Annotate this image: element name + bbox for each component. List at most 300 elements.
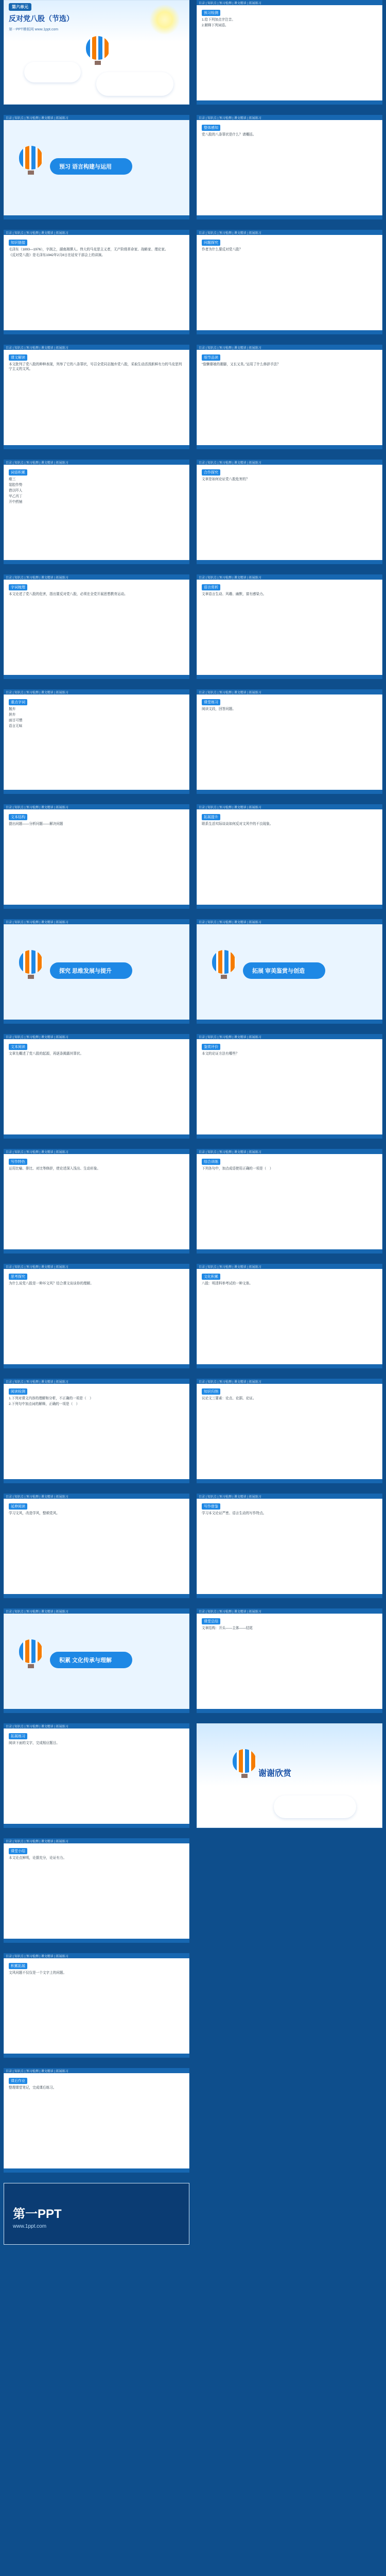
content-slide[interactable] bbox=[4, 1838, 189, 1943]
nav-item[interactable]: 预习检测 bbox=[26, 2070, 39, 2073]
nav-item[interactable]: 课文精读 bbox=[41, 117, 54, 120]
slide-body bbox=[9, 237, 184, 328]
nav-item[interactable]: 课文精读 bbox=[41, 1840, 54, 1843]
nav-item[interactable]: 目录 bbox=[6, 1266, 12, 1269]
slide-nav: 目录 | 知识点 | 预习检测 | 课文精读 | 拓展练习 bbox=[199, 1611, 261, 1614]
nav-item[interactable]: 预习检测 bbox=[219, 1611, 232, 1614]
nav-item[interactable]: 课文精读 bbox=[41, 1496, 54, 1499]
nav-item[interactable]: 拓展练习 bbox=[56, 1496, 68, 1499]
nav-item[interactable]: 知识点 bbox=[207, 347, 217, 350]
nav-item[interactable]: 预习检测 bbox=[26, 921, 39, 924]
nav-item[interactable]: 预习检测 bbox=[219, 691, 232, 694]
slide-topbar bbox=[4, 1494, 189, 1499]
nav-item[interactable]: 目录 bbox=[199, 232, 205, 235]
nav-item[interactable]: 拓展练习 bbox=[249, 806, 261, 809]
nav-item[interactable]: 课文精读 bbox=[41, 691, 54, 694]
content-slide[interactable] bbox=[197, 0, 382, 105]
slide-topbar bbox=[4, 460, 189, 465]
nav-item[interactable]: 拓展练习 bbox=[56, 691, 68, 694]
nav-item[interactable]: 知识点 bbox=[14, 232, 24, 235]
nav-item[interactable]: 目录 bbox=[199, 1381, 205, 1384]
nav-item[interactable]: 预习检测 bbox=[26, 117, 39, 120]
nav-item[interactable]: 知识点 bbox=[207, 1496, 217, 1499]
nav-item[interactable]: 拓展练习 bbox=[56, 462, 68, 465]
slide-bottombar bbox=[4, 2168, 189, 2173]
nav-item[interactable]: 知识点 bbox=[14, 806, 24, 809]
nav-item[interactable]: 知识点 bbox=[14, 1725, 24, 1728]
slide-topbar bbox=[4, 115, 189, 120]
nav-item[interactable]: 拓展练习 bbox=[249, 117, 261, 120]
slide-nav: 目录 | 知识点 | 预习检测 | 课文精读 | 拓展练习 bbox=[6, 691, 68, 694]
slide-nav: 目录 | 知识点 | 预习检测 | 课文精读 | 拓展练习 bbox=[199, 232, 261, 235]
nav-item[interactable]: 拓展练习 bbox=[56, 1611, 68, 1614]
nav-item[interactable]: 目录 bbox=[6, 806, 12, 809]
nav-item[interactable]: 预习检测 bbox=[26, 1036, 39, 1039]
nav-item[interactable]: 知识点 bbox=[14, 577, 24, 580]
slide-topbar bbox=[4, 574, 189, 580]
nav-item[interactable]: 预习检测 bbox=[219, 347, 232, 350]
balloon-icon bbox=[19, 146, 43, 175]
nav-item[interactable]: 预习检测 bbox=[26, 577, 39, 580]
nav-item[interactable]: 知识点 bbox=[207, 806, 217, 809]
nav-item[interactable]: 目录 bbox=[199, 1496, 205, 1499]
nav-item[interactable]: 预习检测 bbox=[219, 1496, 232, 1499]
nav-item[interactable]: 预习检测 bbox=[26, 462, 39, 465]
nav-item[interactable]: 课文精读 bbox=[234, 1496, 247, 1499]
nav-item[interactable]: 知识点 bbox=[207, 1151, 217, 1154]
nav-item[interactable]: 目录 bbox=[199, 1611, 205, 1614]
nav-item[interactable]: 拓展练习 bbox=[249, 1611, 261, 1614]
slide-nav: 目录 | 知识点 | 预习检测 | 课文精读 | 拓展练习 bbox=[6, 1381, 68, 1384]
nav-item[interactable]: 课文精读 bbox=[41, 806, 54, 809]
slide-text: 阅读下面的文字，完成相应题目。 bbox=[9, 1741, 60, 1745]
cloud-icon bbox=[24, 62, 81, 82]
slide-nav: 目录 | 知识点 | 预习检测 | 课文精读 | 拓展练习 bbox=[6, 921, 68, 924]
nav-item[interactable]: 目录 bbox=[6, 921, 12, 924]
slide-text: 议论文三要素：论点、论据、论证。 bbox=[202, 1397, 256, 1400]
slide-tag: 阅读检测 bbox=[9, 1388, 27, 1395]
nav-item[interactable]: 课文精读 bbox=[41, 921, 54, 924]
slide-bottombar bbox=[4, 560, 189, 564]
slide-topbar bbox=[4, 1723, 189, 1728]
nav-item[interactable]: 目录 bbox=[6, 347, 12, 350]
content-slide[interactable] bbox=[197, 1494, 382, 1598]
nav-item[interactable]: 知识点 bbox=[207, 1266, 217, 1269]
slide-tag: 思考探究 bbox=[9, 1274, 27, 1280]
nav-item[interactable]: 拓展练习 bbox=[249, 347, 261, 350]
slide-topbar bbox=[4, 1838, 189, 1843]
nav-item[interactable]: 拓展练习 bbox=[249, 1496, 261, 1499]
slide-tag: 拓展练习 bbox=[9, 1733, 27, 1739]
nav-item[interactable]: 目录 bbox=[6, 1381, 12, 1384]
slide-text: 本文论点鲜明，论据充分，论证有力。 bbox=[9, 1856, 67, 1860]
slide-tag: 词语积累 bbox=[9, 469, 27, 476]
nav-item[interactable]: 拓展练习 bbox=[56, 1036, 68, 1039]
nav-item[interactable]: 课文精读 bbox=[234, 2, 247, 5]
nav-item[interactable]: 课文精读 bbox=[41, 1955, 54, 1958]
nav-item[interactable]: 目录 bbox=[6, 1036, 12, 1039]
slide-text: 为什么说党八股是一种坏文风？结合课文谈谈你的理解。 bbox=[9, 1282, 94, 1285]
nav-item[interactable]: 拓展练习 bbox=[56, 117, 68, 120]
nav-item[interactable]: 知识点 bbox=[207, 691, 217, 694]
nav-item[interactable]: 课文精读 bbox=[41, 577, 54, 580]
section-slide[interactable] bbox=[197, 919, 382, 1024]
slide-text: 本文批判了党八股的种种表现，列举了它的八条罪状，号召全党同志抛弃党八股，采取生动活泼新鲜有力的马克思列宁主义的文风。 bbox=[9, 363, 182, 371]
slide-tag: 重点字词 bbox=[9, 699, 27, 705]
content-slide[interactable] bbox=[197, 1264, 382, 1368]
content-slide[interactable] bbox=[4, 1379, 189, 1483]
nav-item[interactable]: 目录 bbox=[199, 2, 205, 5]
nav-item[interactable]: 课文精读 bbox=[234, 117, 247, 120]
slide-tag: 预习检测 bbox=[202, 10, 220, 16]
slide-tag: 语言赏析 bbox=[202, 584, 220, 590]
slide-nav: 目录 | 知识点 | 预习检测 | 课文精读 | 拓展练习 bbox=[199, 347, 261, 350]
nav-item[interactable]: 课文精读 bbox=[234, 1611, 247, 1614]
content-slide[interactable] bbox=[197, 1379, 382, 1483]
content-slide[interactable] bbox=[197, 1149, 382, 1253]
content-slide[interactable] bbox=[4, 1494, 189, 1598]
nav-item[interactable]: 知识点 bbox=[207, 232, 217, 235]
nav-item[interactable]: 预习检测 bbox=[219, 577, 232, 580]
nav-item[interactable]: 课文精读 bbox=[41, 1036, 54, 1039]
slide-bottombar bbox=[197, 1249, 382, 1253]
content-slide[interactable] bbox=[197, 115, 382, 219]
nav-item[interactable]: 目录 bbox=[6, 1955, 12, 1958]
thanks-slide[interactable] bbox=[197, 1723, 382, 1828]
section-slide[interactable] bbox=[4, 919, 189, 1024]
nav-item[interactable]: 预习检测 bbox=[219, 462, 232, 465]
slide-tag: 问题探究 bbox=[202, 240, 220, 246]
slide-tag: 延伸阅读 bbox=[9, 1503, 27, 1510]
content-slide[interactable] bbox=[4, 1953, 189, 2058]
slide-body bbox=[202, 352, 377, 443]
section-slide[interactable] bbox=[4, 115, 189, 219]
nav-item[interactable]: 拓展练习 bbox=[56, 1151, 68, 1154]
nav-item[interactable]: 预习检测 bbox=[26, 1840, 39, 1843]
sun-icon bbox=[149, 4, 180, 35]
nav-item[interactable]: 拓展练习 bbox=[56, 347, 68, 350]
slide-text: 文章先概述了党八股的起源，再逐条揭露其罪状。 bbox=[9, 1052, 84, 1056]
slide-text: 学习文风，改造学风，整顿党风。 bbox=[9, 1512, 60, 1515]
nav-item[interactable]: 拓展练习 bbox=[249, 2, 261, 5]
nav-item[interactable]: 知识点 bbox=[207, 1611, 217, 1614]
slide-tag: 知识链接 bbox=[9, 240, 27, 246]
nav-item[interactable]: 预习检测 bbox=[26, 806, 39, 809]
nav-item[interactable]: 知识点 bbox=[14, 1151, 24, 1154]
balloon-icon bbox=[19, 1639, 43, 1668]
nav-item[interactable]: 拓展练习 bbox=[249, 1266, 261, 1269]
nav-item[interactable]: 课文精读 bbox=[41, 2070, 54, 2073]
slide-bottombar bbox=[197, 100, 382, 105]
nav-item[interactable]: 预习检测 bbox=[26, 1725, 39, 1728]
thanks-text: 谢谢欣赏 bbox=[258, 1769, 292, 1778]
content-slide[interactable] bbox=[4, 804, 189, 909]
nav-item[interactable]: 预习检测 bbox=[26, 1266, 39, 1269]
slide-topbar bbox=[197, 345, 382, 350]
nav-item[interactable]: 拓展练习 bbox=[249, 577, 261, 580]
nav-item[interactable]: 预习检测 bbox=[219, 1266, 232, 1269]
slide-text: 借以吓人 bbox=[9, 489, 23, 493]
nav-item[interactable]: 目录 bbox=[199, 1036, 205, 1039]
content-slide[interactable] bbox=[197, 689, 382, 794]
nav-item[interactable]: 目录 bbox=[199, 462, 205, 465]
content-slide[interactable] bbox=[197, 345, 382, 449]
nav-item[interactable]: 拓展练习 bbox=[249, 1036, 261, 1039]
lesson-title: 反对党八股（节选） bbox=[9, 14, 74, 23]
nav-item[interactable]: 预习检测 bbox=[26, 691, 39, 694]
nav-item[interactable]: 目录 bbox=[6, 232, 12, 235]
nav-item[interactable]: 知识点 bbox=[14, 1266, 24, 1269]
content-slide[interactable] bbox=[4, 345, 189, 449]
slide-tag: 合作探究 bbox=[202, 469, 220, 476]
nav-item[interactable]: 预习检测 bbox=[219, 806, 232, 809]
nav-item[interactable]: 课文精读 bbox=[41, 232, 54, 235]
slide-bottombar bbox=[197, 905, 382, 909]
nav-item[interactable]: 预习检测 bbox=[26, 1955, 39, 1958]
content-slide[interactable] bbox=[4, 1723, 189, 1828]
nav-item[interactable]: 目录 bbox=[6, 1611, 12, 1614]
nav-item[interactable]: 拓展练习 bbox=[56, 1725, 68, 1728]
nav-item[interactable]: 预习检测 bbox=[219, 117, 232, 120]
nav-item[interactable]: 目录 bbox=[199, 117, 205, 120]
slide-nav: 目录 | 知识点 | 预习检测 | 课文精读 | 拓展练习 bbox=[6, 1611, 68, 1614]
nav-item[interactable]: 拓展练习 bbox=[249, 1151, 261, 1154]
slide-body bbox=[202, 582, 377, 673]
left-column bbox=[0, 0, 193, 2255]
content-slide[interactable] bbox=[197, 804, 382, 909]
section-title: 拓展 审美鉴赏与创造 bbox=[252, 968, 305, 974]
slide-nav: 目录 | 知识点 | 预习检测 | 课文精读 | 拓展练习 bbox=[199, 1496, 261, 1499]
nav-item[interactable]: 课文精读 bbox=[234, 691, 247, 694]
nav-item[interactable]: 目录 bbox=[199, 1151, 205, 1154]
slide-text: 2.下列句中加点词的解释，正确的一项是（ ） bbox=[9, 1402, 80, 1406]
nav-item[interactable]: 知识点 bbox=[14, 2070, 24, 2073]
nav-item[interactable]: 目录 bbox=[6, 462, 12, 465]
nav-item[interactable]: 知识点 bbox=[207, 921, 217, 924]
content-slide[interactable] bbox=[197, 574, 382, 679]
slide-nav: 目录 | 知识点 | 预习检测 | 课文精读 | 拓展练习 bbox=[199, 1266, 261, 1269]
nav-item[interactable]: 课文精读 bbox=[41, 347, 54, 350]
slide-nav: 目录 | 知识点 | 预习检测 | 课文精读 | 拓展练习 bbox=[6, 347, 68, 350]
nav-item[interactable]: 知识点 bbox=[14, 1955, 24, 1958]
nav-item[interactable]: 拓展练习 bbox=[249, 462, 261, 465]
nav-item[interactable]: 拓展练习 bbox=[56, 921, 68, 924]
nav-item[interactable]: 目录 bbox=[199, 347, 205, 350]
nav-item[interactable]: 课文精读 bbox=[41, 462, 54, 465]
content-slide[interactable] bbox=[4, 574, 189, 679]
nav-item[interactable]: 知识点 bbox=[14, 1840, 24, 1843]
content-slide[interactable] bbox=[4, 1149, 189, 1253]
slide-text: 本文论述了党八股的危害，指出要反对党八股，必须在全党开展思想教育运动。 bbox=[9, 592, 128, 596]
nav-item[interactable]: 目录 bbox=[6, 1725, 12, 1728]
nav-item[interactable]: 知识点 bbox=[207, 1036, 217, 1039]
slide-nav: 目录 | 知识点 | 预习检测 | 课文精读 | 拓展练习 bbox=[6, 117, 68, 120]
nav-item[interactable]: 预习检测 bbox=[219, 1151, 232, 1154]
balloon-icon bbox=[212, 950, 236, 979]
title-slide[interactable] bbox=[4, 0, 189, 105]
slide-text: 文章是如何论证党八股危害的？ bbox=[202, 478, 250, 481]
slide-bottombar bbox=[197, 560, 382, 564]
content-slide[interactable] bbox=[4, 1034, 189, 1139]
slide-nav: 目录 | 知识点 | 预习检测 | 课文精读 | 拓展练习 bbox=[199, 577, 261, 580]
content-slide[interactable] bbox=[197, 460, 382, 564]
slide-nav: 目录 | 知识点 | 预习检测 | 课文精读 | 拓展练习 bbox=[199, 462, 261, 465]
nav-item[interactable]: 预习检测 bbox=[26, 232, 39, 235]
content-slide[interactable] bbox=[197, 230, 382, 334]
nav-item[interactable]: 目录 bbox=[6, 577, 12, 580]
slide-bottombar bbox=[4, 1709, 189, 1713]
nav-item[interactable]: 目录 bbox=[6, 1840, 12, 1843]
nav-item[interactable]: 课文精读 bbox=[234, 1151, 247, 1154]
nav-item[interactable]: 课文精读 bbox=[234, 806, 247, 809]
slide-topbar bbox=[4, 689, 189, 694]
nav-item[interactable]: 课文精读 bbox=[41, 1611, 54, 1614]
lesson-subtitle: 第一PPT模板网 www.1ppt.com bbox=[9, 28, 59, 31]
slide-text: 文风问题不仅仅是一个文字上的问题。 bbox=[9, 1971, 67, 1975]
slide-tag: 课堂小结 bbox=[9, 1848, 27, 1854]
nav-item[interactable]: 拓展练习 bbox=[249, 1381, 261, 1384]
slide-topbar bbox=[197, 804, 382, 809]
nav-item[interactable]: 目录 bbox=[6, 2070, 12, 2073]
nav-item[interactable]: 拓展练习 bbox=[56, 806, 68, 809]
nav-item[interactable]: 目录 bbox=[199, 806, 205, 809]
nav-item[interactable]: 预习检测 bbox=[26, 1611, 39, 1614]
slide-body bbox=[9, 1960, 184, 2052]
nav-item[interactable]: 知识点 bbox=[14, 347, 24, 350]
nav-item[interactable]: 知识点 bbox=[14, 691, 24, 694]
nav-item[interactable]: 知识点 bbox=[14, 1381, 24, 1384]
nav-item[interactable]: 拓展练习 bbox=[56, 1840, 68, 1843]
slide-text: 下列各句中，加点成语使用正确的一项是（ ） bbox=[202, 1167, 273, 1171]
nav-item[interactable]: 课文精读 bbox=[234, 1036, 247, 1039]
slide-tag: 写作借鉴 bbox=[202, 1503, 220, 1510]
nav-item[interactable]: 课文精读 bbox=[234, 577, 247, 580]
nav-item[interactable]: 课文精读 bbox=[234, 1266, 247, 1269]
slide-body bbox=[9, 582, 184, 673]
nav-item[interactable]: 目录 bbox=[6, 117, 12, 120]
nav-item[interactable]: 课文精读 bbox=[234, 347, 247, 350]
nav-item[interactable]: 目录 bbox=[199, 691, 205, 694]
slide-body bbox=[202, 122, 377, 213]
nav-item[interactable]: 预习检测 bbox=[219, 1381, 232, 1384]
nav-item[interactable]: 拓展练习 bbox=[249, 232, 261, 235]
nav-item[interactable]: 预习检测 bbox=[26, 1381, 39, 1384]
nav-item[interactable]: 预习检测 bbox=[26, 347, 39, 350]
nav-item[interactable]: 知识点 bbox=[207, 462, 217, 465]
nav-item[interactable]: 知识点 bbox=[14, 462, 24, 465]
nav-item[interactable]: 知识点 bbox=[207, 2, 217, 5]
slide-topbar bbox=[197, 1264, 382, 1269]
slide-nav: 目录 | 知识点 | 预习检测 | 课文精读 | 拓展练习 bbox=[6, 2070, 68, 2073]
slide-bottombar bbox=[197, 215, 382, 219]
nav-item[interactable]: 拓展练习 bbox=[249, 921, 261, 924]
nav-item[interactable]: 课文精读 bbox=[234, 462, 247, 465]
nav-item[interactable]: 知识点 bbox=[14, 1496, 24, 1499]
slide-topbar bbox=[4, 1379, 189, 1384]
slide-body bbox=[202, 7, 377, 98]
nav-item[interactable]: 预习检测 bbox=[219, 2, 232, 5]
nav-item[interactable]: 知识点 bbox=[14, 117, 24, 120]
slide-text: 运用比喻、排比、对比等修辞，使论述深入浅出、生动形象。 bbox=[9, 1167, 101, 1171]
slide-text: 整理课堂笔记，完成课后练习。 bbox=[9, 2086, 57, 2090]
section-title: 预习 语言构建与运用 bbox=[59, 164, 112, 170]
nav-item[interactable]: 预习检测 bbox=[219, 1036, 232, 1039]
slide-bottombar bbox=[4, 905, 189, 909]
content-slide[interactable] bbox=[4, 2068, 189, 2173]
nav-item[interactable]: 课文精读 bbox=[41, 1381, 54, 1384]
nav-item[interactable]: 课文精读 bbox=[41, 1151, 54, 1154]
brand-footer bbox=[4, 2183, 189, 2245]
nav-item[interactable]: 预习检测 bbox=[26, 1151, 39, 1154]
slide-nav: 目录 | 知识点 | 预习检测 | 课文精读 | 拓展练习 bbox=[199, 806, 261, 809]
slide-topbar bbox=[4, 1953, 189, 1958]
content-slide[interactable] bbox=[4, 230, 189, 334]
nav-item[interactable]: 预习检测 bbox=[219, 921, 232, 924]
nav-item[interactable]: 预习检测 bbox=[219, 232, 232, 235]
content-slide[interactable] bbox=[4, 1264, 189, 1368]
nav-item[interactable]: 目录 bbox=[6, 691, 12, 694]
nav-item[interactable]: 预习检测 bbox=[26, 1496, 39, 1499]
content-slide[interactable] bbox=[197, 1034, 382, 1139]
nav-item[interactable]: 课文精读 bbox=[234, 1381, 247, 1384]
nav-item[interactable]: 知识点 bbox=[207, 1381, 217, 1384]
balloon-icon bbox=[19, 950, 43, 979]
slide-text: 语言无味 bbox=[9, 724, 23, 728]
nav-item[interactable]: 拓展练习 bbox=[56, 577, 68, 580]
nav-item[interactable]: 拓展练习 bbox=[56, 1955, 68, 1958]
nav-item[interactable]: 拓展练习 bbox=[56, 1381, 68, 1384]
nav-item[interactable]: 知识点 bbox=[14, 1036, 24, 1039]
content-slide[interactable] bbox=[4, 460, 189, 564]
nav-item[interactable]: 知识点 bbox=[14, 1611, 24, 1614]
balloon-icon bbox=[86, 36, 110, 65]
slide-topbar bbox=[197, 1494, 382, 1499]
slide-nav: 目录 | 知识点 | 预习检测 | 课文精读 | 拓展练习 bbox=[199, 2, 261, 5]
nav-item[interactable]: 目录 bbox=[6, 1151, 12, 1154]
nav-item[interactable]: 课文精读 bbox=[41, 1725, 54, 1728]
nav-item[interactable]: 课文精读 bbox=[234, 921, 247, 924]
nav-item[interactable]: 课文精读 bbox=[41, 1266, 54, 1269]
slide-body bbox=[202, 1501, 377, 1592]
nav-item[interactable]: 拓展练习 bbox=[56, 2070, 68, 2073]
slide-text: 2.解释下列词语。 bbox=[202, 24, 229, 27]
slide-text: 提出问题——分析问题——解决问题 bbox=[9, 822, 63, 826]
nav-item[interactable]: 拓展练习 bbox=[249, 691, 261, 694]
slide-nav: 目录 | 知识点 | 预习检测 | 课文精读 | 拓展练习 bbox=[6, 577, 68, 580]
nav-item[interactable]: 拓展练习 bbox=[56, 232, 68, 235]
nav-item[interactable]: 目录 bbox=[6, 1496, 12, 1499]
section-slide[interactable] bbox=[4, 1608, 189, 1713]
slide-tag: 积累拓展 bbox=[9, 1963, 27, 1969]
content-slide[interactable] bbox=[4, 689, 189, 794]
slide-bottombar bbox=[197, 1020, 382, 1024]
nav-item[interactable]: 知识点 bbox=[207, 117, 217, 120]
nav-item[interactable]: 目录 bbox=[199, 1266, 205, 1269]
slide-nav: 目录 | 知识点 | 预习检测 | 课文精读 | 拓展练习 bbox=[199, 691, 261, 694]
slide-topbar bbox=[4, 1264, 189, 1269]
slide-body bbox=[202, 697, 377, 788]
slide-body bbox=[9, 811, 184, 903]
nav-item[interactable]: 知识点 bbox=[207, 577, 217, 580]
content-slide[interactable] bbox=[197, 1608, 382, 1713]
nav-item[interactable]: 知识点 bbox=[14, 921, 24, 924]
slide-topbar bbox=[197, 689, 382, 694]
slide-bottombar bbox=[4, 215, 189, 219]
nav-item[interactable]: 拓展练习 bbox=[56, 1266, 68, 1269]
nav-item[interactable]: 目录 bbox=[199, 577, 205, 580]
nav-item[interactable]: 目录 bbox=[199, 921, 205, 924]
nav-item[interactable]: 课文精读 bbox=[234, 232, 247, 235]
